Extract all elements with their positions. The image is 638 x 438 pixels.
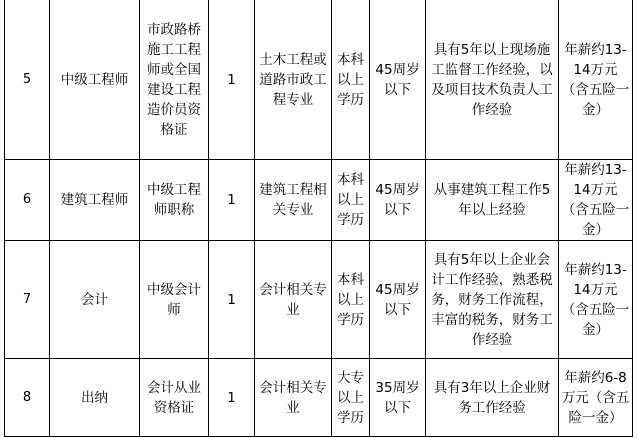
salary-cell: 年薪约13-14万元（含五险一金）	[559, 241, 633, 359]
education-cell: 本科以上学历	[332, 241, 370, 359]
headcount-cell: 1	[209, 359, 255, 437]
row-number: 6	[5, 160, 50, 241]
recruitment-table	[4, 0, 633, 437]
major-cell: 土木工程或道路市政工程专业	[255, 0, 332, 160]
row-number: 7	[5, 241, 50, 359]
headcount-cell: 1	[209, 160, 255, 241]
position-cell: 会计	[50, 241, 140, 359]
salary-cell: 年薪约13-14万元（含五险一金）	[559, 160, 633, 241]
age-cell: 45周岁以下	[370, 160, 426, 241]
salary-cell: 年薪约6-8万元（含五险一金）	[559, 359, 633, 437]
headcount-cell: 1	[209, 0, 255, 160]
position-cell: 出纳	[50, 359, 140, 437]
table-row	[5, 359, 633, 437]
qualification-cell: 中级会计师	[140, 241, 209, 359]
qualification-cell: 中级工程师职称	[140, 160, 209, 241]
table-row	[5, 0, 633, 160]
position-cell: 建筑工程师	[50, 160, 140, 241]
experience-cell: 从事建筑工程工作5年以上经验	[426, 160, 559, 241]
major-cell: 会计相关专业	[255, 241, 332, 359]
experience-cell: 具有5年以上现场施工监督工作经验，以及项目技术负责人工作经验	[426, 0, 559, 160]
headcount-cell: 1	[209, 241, 255, 359]
education-cell: 大专以上学历	[332, 359, 370, 437]
age-cell: 45周岁以下	[370, 241, 426, 359]
age-cell: 45周岁以下	[370, 0, 426, 160]
age-cell: 35周岁以下	[370, 359, 426, 437]
qualification-cell: 市政路桥施工工程师或全国建设工程造价员资格证	[140, 0, 209, 160]
row-number: 8	[5, 359, 50, 437]
education-cell: 本科以上学历	[332, 0, 370, 160]
major-cell: 会计相关专业	[255, 359, 332, 437]
experience-cell: 具有3年以上企业财务工作经验	[426, 359, 559, 437]
major-cell: 建筑工程相关专业	[255, 160, 332, 241]
row-number: 5	[5, 0, 50, 160]
education-cell: 本科以上学历	[332, 160, 370, 241]
qualification-cell: 会计从业资格证	[140, 359, 209, 437]
experience-cell: 具有5年以上企业会计工作经验，熟悉税务，财务工作流程，丰富的税务，财务工作经验	[426, 241, 559, 359]
table-row	[5, 241, 633, 359]
position-cell: 中级工程师	[50, 0, 140, 160]
table-row	[5, 160, 633, 241]
salary-cell: 年薪约13-14万元（含五险一金）	[559, 0, 633, 160]
